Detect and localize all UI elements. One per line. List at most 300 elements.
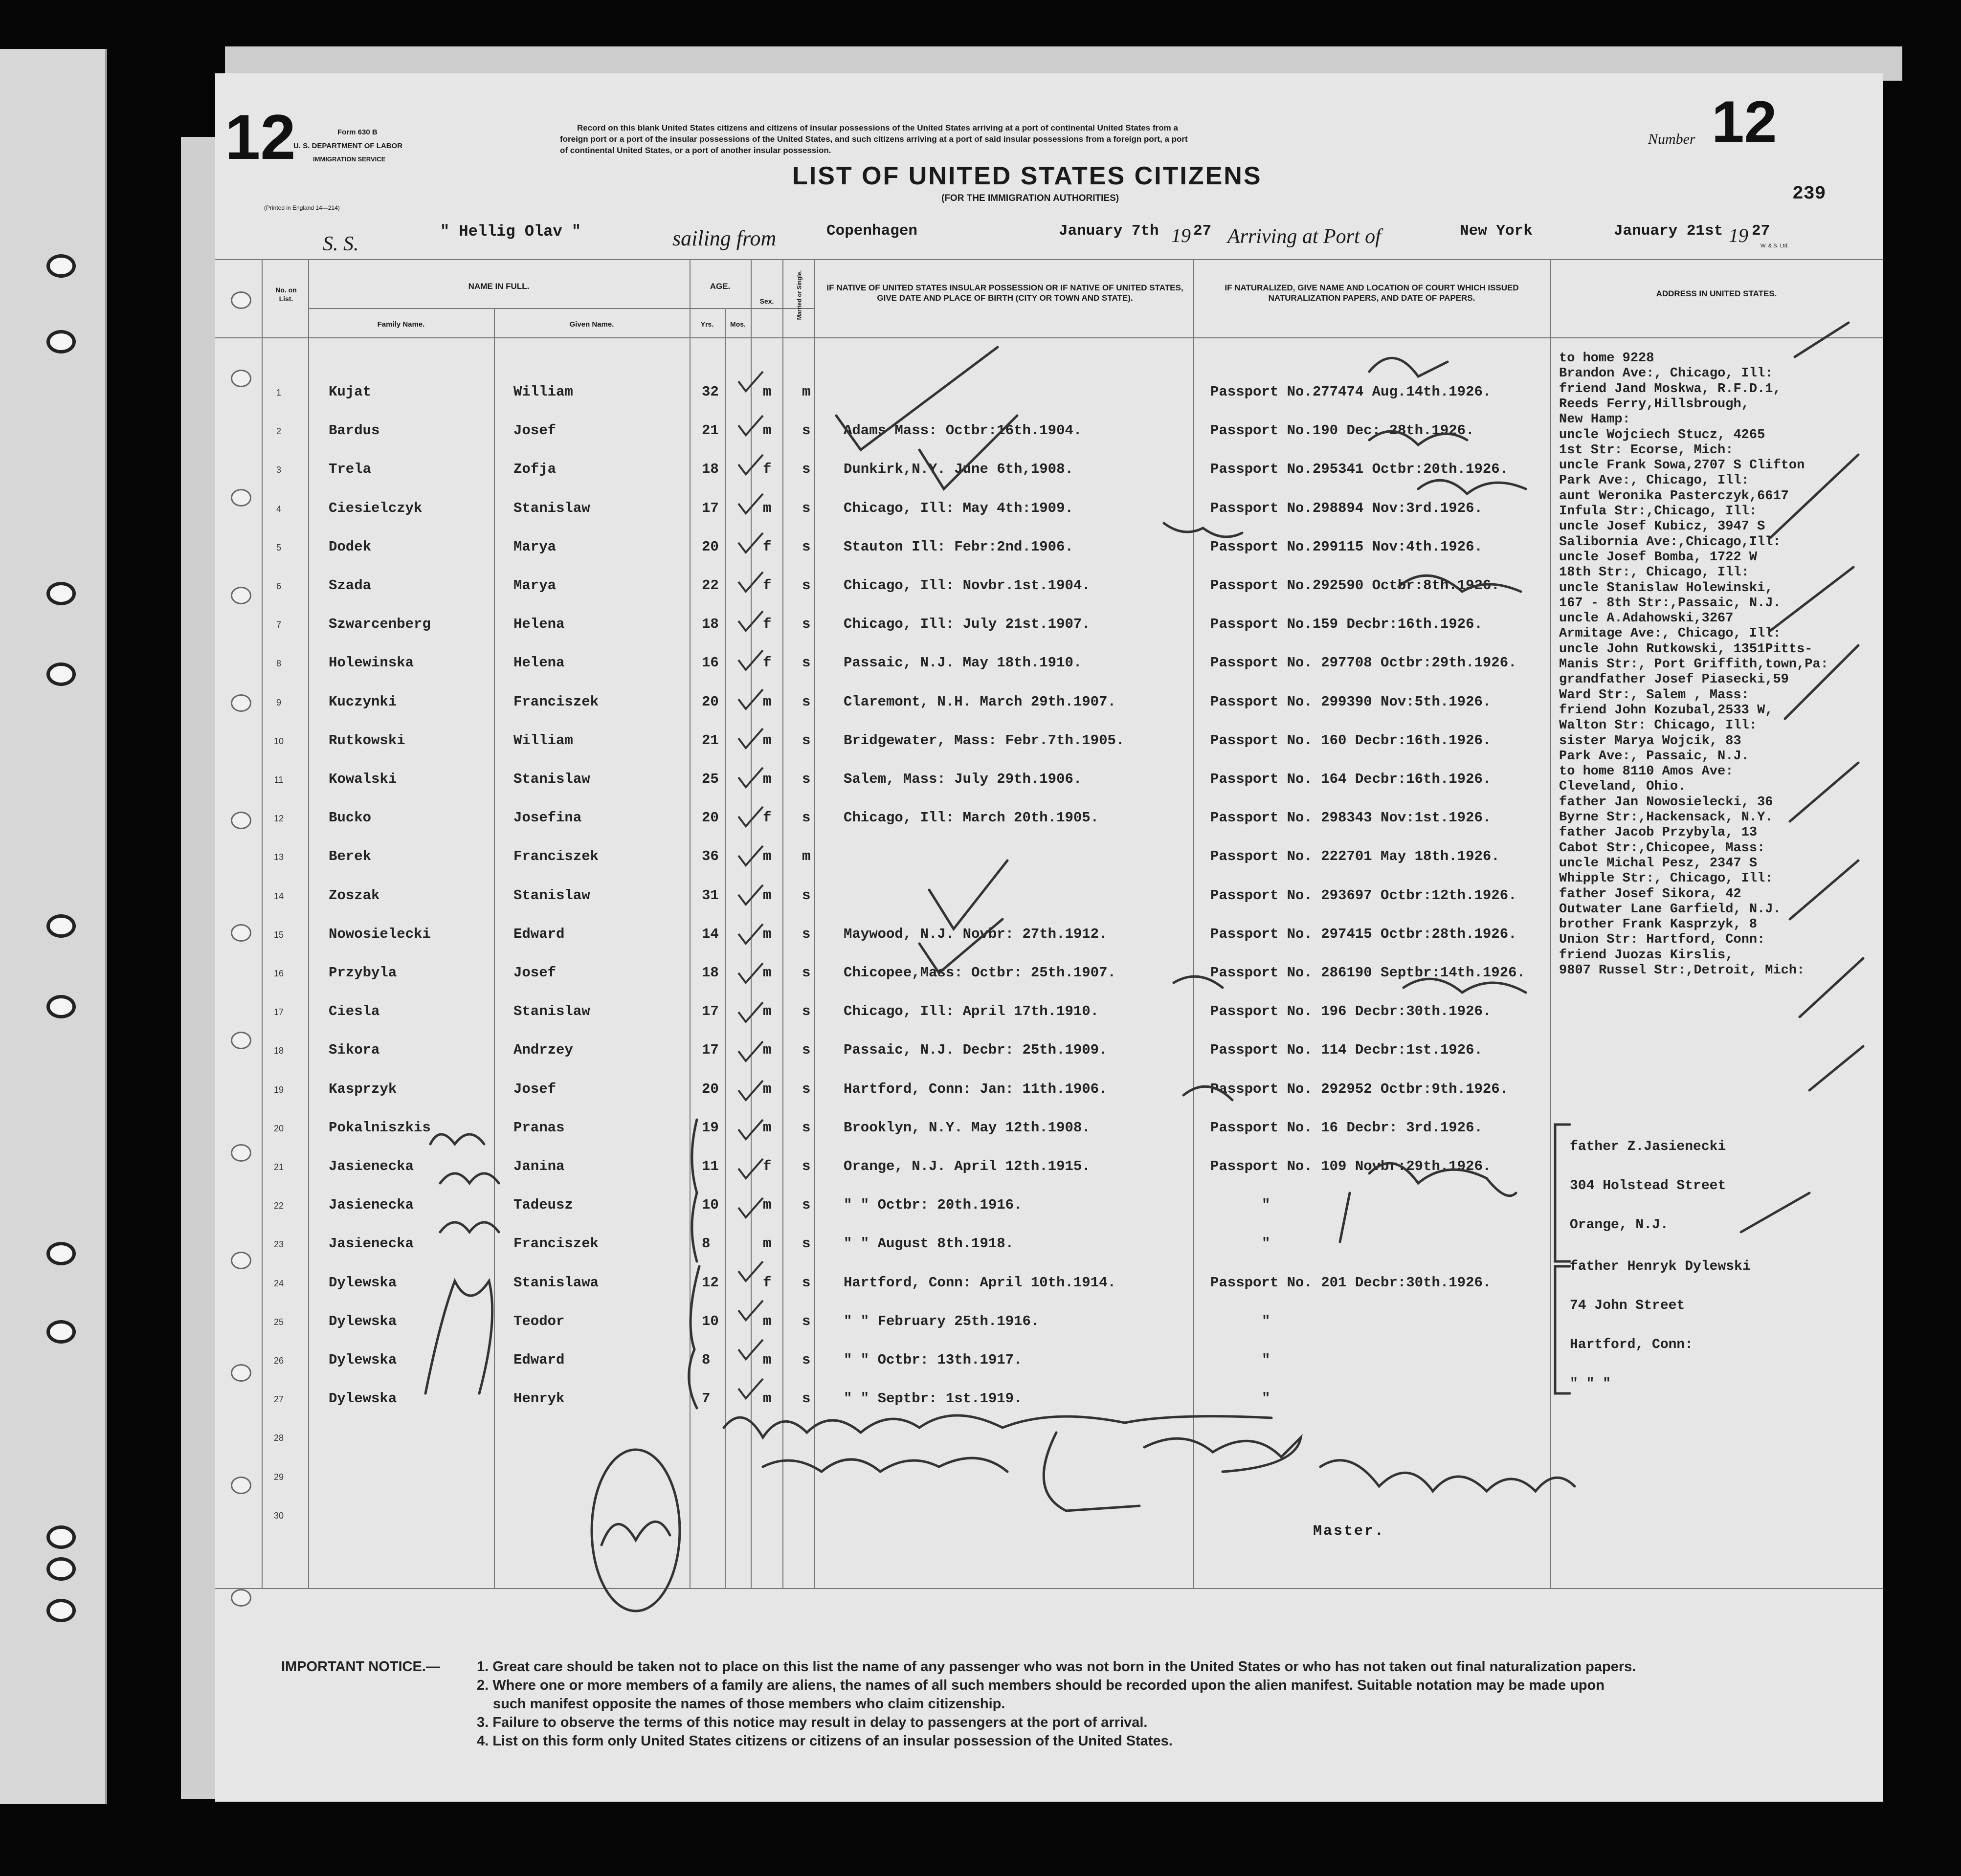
family-name: Ciesielczyk xyxy=(329,500,423,516)
address-line: Union Str: Hartford, Conn: xyxy=(1559,932,1765,948)
marital-status: s xyxy=(802,577,811,594)
family-name: Sikora xyxy=(329,1042,380,1059)
birth-place-date: Orange, N.J. April 12th.1915. xyxy=(844,1158,1091,1174)
family-name: Jasienecka xyxy=(329,1197,414,1214)
form-number: Form 630 B xyxy=(337,128,378,136)
passport-info: " xyxy=(1262,1313,1270,1329)
check-mark xyxy=(919,416,1017,489)
margin-note xyxy=(440,1222,499,1232)
age-years: 8 xyxy=(702,1236,711,1252)
family-name: Nowosielecki xyxy=(329,926,431,942)
notice-item-4: 4. List on this form only United States citizens or citizens of an insular possession of the United States. xyxy=(477,1733,1173,1749)
row-number: 30 xyxy=(273,1510,284,1521)
birth-place-date: " " Octbr: 13th.1917. xyxy=(844,1352,1023,1368)
marital-status: s xyxy=(802,655,811,671)
address-line: Infula Str:,Chicago, Ill: xyxy=(1559,504,1758,519)
tick xyxy=(738,572,763,592)
address-line: Whipple Str:, Chicago, Ill: xyxy=(1559,871,1773,886)
address-line: 9807 Russel Str:,Detroit, Mich: xyxy=(1559,963,1805,978)
passport-info: Passport No.299115 Nov:4th.1926. xyxy=(1210,538,1483,555)
notice-item-3: 3. Failure to observe the terms of this notice may result in delay to passengers at the port of arrival. xyxy=(477,1715,1148,1730)
annotation xyxy=(1418,480,1526,494)
departure-date: January 7th xyxy=(1059,222,1159,240)
age-years: 17 xyxy=(702,1003,719,1020)
age-years: 18 xyxy=(702,616,719,633)
row-number: 3 xyxy=(276,465,281,475)
tick xyxy=(738,416,763,435)
given-name: Tadeusz xyxy=(513,1197,573,1214)
address-line: uncle A.Adahowski,3267 xyxy=(1559,611,1734,626)
sex: m xyxy=(763,1042,772,1059)
tick xyxy=(738,1379,763,1398)
address-line: aunt Weronika Pasterczyk,6617 xyxy=(1559,488,1789,504)
sex: m xyxy=(763,771,772,787)
arrival-port: New York xyxy=(1460,222,1533,240)
age-years: 25 xyxy=(702,771,719,787)
passport-info: Passport No. 299390 Nov:5th.1926. xyxy=(1210,693,1492,710)
tick xyxy=(738,533,763,552)
passport-info: " xyxy=(1262,1352,1270,1368)
birth-place-date: " " August 8th.1918. xyxy=(844,1236,1014,1252)
row-number: 15 xyxy=(273,929,284,940)
address-line: Park Ave:, Passaic, N.J. xyxy=(1559,749,1749,764)
given-name: Stanislaw xyxy=(513,771,590,787)
tick xyxy=(738,372,763,391)
age-years: 31 xyxy=(702,887,719,904)
address-line: father Josef Sikora, 42 xyxy=(1559,886,1741,902)
col-age-years: Yrs. xyxy=(700,320,714,328)
passport-info: Passport No. 196 Decbr:30th.1926. xyxy=(1210,1003,1492,1020)
family-name: Zoszak xyxy=(329,887,380,904)
check-mark xyxy=(1800,958,1863,1017)
row-number: 29 xyxy=(273,1472,284,1482)
sex: m xyxy=(763,1081,772,1097)
tick xyxy=(738,650,763,670)
page-punch-mark xyxy=(231,1477,251,1494)
address-line: Byrne Str:,Hackensack, N.Y. xyxy=(1559,810,1773,825)
given-name: Teodor xyxy=(513,1313,565,1329)
tick xyxy=(738,1159,763,1178)
address-line: sister Marya Wojcik, 83 xyxy=(1559,733,1741,749)
birth-place-date: Adams Mass: Octbr:16th.1904. xyxy=(844,422,1082,439)
passport-info: Passport No. 109 Novbr:29th.1926. xyxy=(1210,1158,1492,1174)
passport-info: Passport No. 201 Decbr:30th.1926. xyxy=(1210,1274,1492,1291)
given-name: Edward xyxy=(513,926,565,942)
margin-note xyxy=(430,1134,484,1144)
row-number: 24 xyxy=(273,1278,284,1288)
age-years: 11 xyxy=(702,1158,719,1174)
notice-item-1: 1. Great care should be taken not to place on this list the name of any passenger who was not born in the United States or who has not taken out final naturalization papers. xyxy=(477,1659,1636,1675)
row-number: 21 xyxy=(273,1162,284,1172)
handwritten-note xyxy=(724,1415,1271,1437)
marital-status: s xyxy=(802,965,811,981)
sex: f xyxy=(763,1274,772,1291)
given-name: Henryk xyxy=(513,1390,565,1407)
check-mark xyxy=(1809,1046,1863,1090)
age-years: 17 xyxy=(702,1042,719,1059)
marital-status: s xyxy=(802,1313,811,1329)
row-number: 17 xyxy=(273,1007,284,1017)
birth-place-date: " " Octbr: 20th.1916. xyxy=(844,1197,1023,1214)
col-age-months: Mos. xyxy=(730,320,746,328)
address-line: father Jan Nowosielecki, 36 xyxy=(1559,795,1773,810)
given-name: Josef xyxy=(513,965,557,981)
row-number: 16 xyxy=(273,969,284,978)
birth-place-date: Maywood, N.J. Novbr: 27th.1912. xyxy=(844,926,1108,942)
sex: m xyxy=(763,422,772,439)
marital-status: s xyxy=(802,693,811,710)
notice-item-2b: such manifest opposite the names of those members who claim citizenship. xyxy=(493,1696,1005,1712)
family-name: Dylewska xyxy=(329,1274,397,1291)
marital-status: s xyxy=(802,1119,811,1136)
record-instruction-2: foreign port or a port of the insular possessions of the United States, and such citizens arriving at a port of said insular possessions from a foreign port, a port xyxy=(560,134,1188,144)
birth-place-date: Chicago, Ill: March 20th.1905. xyxy=(844,810,1099,826)
birth-place-date: Bridgewater, Mass: Febr.7th.1905. xyxy=(844,732,1125,749)
family-name: Jasienecka xyxy=(329,1158,414,1174)
address-line: friend Jand Moskwa, R.F.D.1, xyxy=(1559,381,1781,397)
sailing-label: sailing from xyxy=(672,226,777,250)
marital-status: s xyxy=(802,1352,811,1368)
marital-status: s xyxy=(802,1042,811,1059)
record-instruction-3: of continental United States, or a port of another insular possession. xyxy=(560,146,831,155)
departure-year-suffix: 27 xyxy=(1193,222,1212,240)
sex: m xyxy=(763,1313,772,1329)
address-line: grandfather Josef Piasecki,59 xyxy=(1559,672,1789,687)
department-name: U. S. DEPARTMENT OF LABOR xyxy=(293,142,403,150)
printer-mark: W. & S. Ltd. xyxy=(1760,243,1789,249)
passport-info: " xyxy=(1262,1390,1270,1407)
page-punch-mark xyxy=(231,924,251,942)
sex: m xyxy=(763,1236,772,1252)
col-birth: IF NATIVE OF UNITED STATES INSULAR POSSESSION OR IF NATIVE OF UNITED STATES, GIVE DATE AND PLACE OF BIRTH (CITY OR TOWN AND STATE). xyxy=(826,283,1183,303)
passport-info: Passport No.159 Decbr:16th.1926. xyxy=(1210,616,1483,633)
brace xyxy=(689,1266,699,1408)
age-years: 20 xyxy=(702,1081,719,1097)
page-punch-mark xyxy=(231,370,251,387)
address-line: Salibornia Ave:,Chicago,Ill: xyxy=(1559,534,1781,550)
passport-info: Passport No. 160 Decbr:16th.1926. xyxy=(1210,732,1492,749)
tick xyxy=(738,1261,763,1281)
given-name: Helena xyxy=(513,616,565,633)
tick xyxy=(738,1081,763,1100)
check-mark xyxy=(1795,323,1849,357)
handwritten-note xyxy=(1144,1437,1301,1472)
record-instruction-1: Record on this blank United States citizens and citizens of insular possessions of the United States arriving at a port of continental United States from a xyxy=(577,123,1178,132)
marital-status: m xyxy=(802,848,811,865)
annotation xyxy=(1174,976,1223,988)
family-name: Pokalniszkis xyxy=(329,1119,431,1136)
birth-place-date: Stauton Ill: Febr:2nd.1906. xyxy=(844,538,1073,555)
tick xyxy=(738,1041,763,1061)
passport-info: Passport No. 297708 Octbr:29th.1926. xyxy=(1210,655,1517,671)
row-number: 26 xyxy=(273,1356,284,1366)
row-number: 25 xyxy=(273,1317,284,1327)
passport-info: Passport No.298894 Nov:3rd.1926. xyxy=(1210,500,1483,516)
given-name: William xyxy=(513,384,573,400)
address-line: Ward Str:, Salem , Mass: xyxy=(1559,687,1749,703)
tick xyxy=(738,807,763,826)
row-number: 27 xyxy=(273,1394,284,1405)
family-name: Kuczynki xyxy=(329,693,397,710)
given-name: Franciszek xyxy=(513,1236,599,1252)
page-punch-mark xyxy=(231,1144,251,1162)
marital-status: s xyxy=(802,1236,811,1252)
address-line: Cabot Str:,Chicopee, Mass: xyxy=(1559,840,1765,856)
col-given-name: Given Name. xyxy=(569,320,614,329)
birth-place-date: Chicago, Ill: Novbr.1st.1904. xyxy=(844,577,1091,594)
family-name: Dodek xyxy=(329,538,372,555)
page-punch-mark xyxy=(231,694,251,712)
passport-info: Passport No. 298343 Nov:1st.1926. xyxy=(1210,810,1492,826)
row-number: 11 xyxy=(274,775,284,785)
family-address-line: Hartford, Conn: xyxy=(1570,1337,1694,1352)
family-name: Rutkowski xyxy=(329,732,405,749)
margin-note xyxy=(425,1281,492,1393)
age-years: 21 xyxy=(702,422,719,439)
given-name: Stanislaw xyxy=(513,887,590,904)
sex: m xyxy=(763,887,772,904)
address-line: uncle Stanislaw Holewinski, xyxy=(1559,580,1773,596)
birth-place-date: Hartford, Conn: Jan: 11th.1906. xyxy=(844,1081,1108,1097)
marital-status: s xyxy=(802,1197,811,1214)
row-number: 23 xyxy=(273,1239,284,1250)
given-name: Andrzey xyxy=(513,1042,573,1059)
col-age: AGE. xyxy=(710,282,731,291)
given-name: Josef xyxy=(513,1081,557,1097)
tick xyxy=(738,1340,763,1359)
given-name: Franciszek xyxy=(513,693,599,710)
margin-note xyxy=(440,1173,499,1183)
check-mark xyxy=(929,861,1007,929)
printed-note: (Printed in England 14—214) xyxy=(264,204,340,211)
page-punch-mark xyxy=(231,1252,251,1269)
notice-title: IMPORTANT NOTICE.— xyxy=(281,1659,440,1675)
ss-label: S. S. xyxy=(323,233,359,255)
family-name: Szwarcenberg xyxy=(329,616,431,633)
sex: m xyxy=(763,965,772,981)
passport-info: Passport No. 286190 Septbr:14th.1926. xyxy=(1210,965,1525,981)
address-line: uncle Josef Kubicz, 3947 S xyxy=(1559,519,1765,534)
address-line: Walton Str: Chicago, Ill: xyxy=(1559,718,1758,733)
address-line: Reeds Ferry,Hillsbrough, xyxy=(1559,397,1749,412)
handwritten-note xyxy=(602,1522,670,1545)
passport-info: Passport No. 16 Decbr: 3rd.1926. xyxy=(1210,1119,1483,1136)
row-number: 2 xyxy=(276,426,281,437)
age-years: 18 xyxy=(702,461,719,478)
birth-place-date: Passaic, N.J. May 18th.1910. xyxy=(844,655,1082,671)
age-years: 22 xyxy=(702,577,719,594)
row-number: 19 xyxy=(273,1084,284,1095)
handwritten-note xyxy=(1044,1433,1139,1511)
age-years: 12 xyxy=(702,1274,719,1291)
row-number: 13 xyxy=(273,852,284,862)
age-years: 17 xyxy=(702,500,719,516)
sex: m xyxy=(763,1352,772,1368)
age-years: 21 xyxy=(702,732,719,749)
address-line: Brandon Ave:, Chicago, Ill: xyxy=(1559,366,1773,381)
marital-status: s xyxy=(802,810,811,826)
age-years: 18 xyxy=(702,965,719,981)
passport-info: Passport No. 297415 Octbr:28th.1926. xyxy=(1210,926,1517,942)
sex: m xyxy=(763,1390,772,1407)
row-number: 5 xyxy=(276,542,281,552)
row-number: 28 xyxy=(273,1433,284,1443)
given-name: Josef xyxy=(513,422,557,439)
given-name: Edward xyxy=(513,1352,565,1368)
address-line: Cleveland, Ohio. xyxy=(1559,779,1686,795)
check-mark xyxy=(1790,861,1858,919)
sex: m xyxy=(763,1119,772,1136)
row-number: 1 xyxy=(276,388,281,397)
given-name: Marya xyxy=(513,577,557,594)
birth-place-date: Chicago, Ill: July 21st.1907. xyxy=(844,616,1091,633)
sex: m xyxy=(763,848,772,865)
page-title: LIST OF UNITED STATES CITIZENS xyxy=(792,162,1262,190)
address-line: to home 9228 xyxy=(1559,351,1654,366)
page-punch-mark xyxy=(231,489,251,507)
annotation xyxy=(1369,358,1448,376)
given-name: Zofja xyxy=(513,461,557,478)
family-address-line: father Z.Jasienecki xyxy=(1570,1139,1726,1154)
page-punch-mark xyxy=(231,291,251,309)
passport-info: Passport No.292590 Octbr:8th.1926. xyxy=(1210,577,1500,594)
row-number: 7 xyxy=(276,620,281,630)
address-line: friend John Kozubal,2533 W, xyxy=(1559,703,1773,718)
number-value: 12 xyxy=(1712,89,1777,154)
tick xyxy=(738,1198,763,1217)
page-stamp: 239 xyxy=(1792,183,1826,204)
tick xyxy=(738,885,763,905)
annotation xyxy=(1399,575,1521,592)
passport-info: " xyxy=(1262,1197,1270,1214)
service-name: IMMIGRATION SERVICE xyxy=(313,155,386,163)
check-mark xyxy=(1741,1193,1809,1232)
marital-status: s xyxy=(802,500,811,516)
family-name: Trela xyxy=(329,461,372,478)
given-name: Pranas xyxy=(513,1119,565,1136)
check-mark xyxy=(836,347,998,450)
address-line: to home 8110 Amos Ave: xyxy=(1559,764,1734,779)
tick xyxy=(738,924,763,944)
sex: f xyxy=(763,461,772,478)
sex: f xyxy=(763,810,772,826)
col-name-in-full: NAME IN FULL. xyxy=(468,282,530,291)
family-address-line: Orange, N.J. xyxy=(1570,1217,1669,1233)
passport-info: Passport No.295341 Octbr:20th.1926. xyxy=(1210,461,1509,478)
sex: m xyxy=(763,732,772,749)
check-mark xyxy=(1770,567,1853,631)
family-name: Ciesla xyxy=(329,1003,380,1020)
tick xyxy=(738,1120,763,1139)
sex: f xyxy=(763,538,772,555)
col-naturalized: IF NATURALIZED, GIVE NAME AND LOCATION OF COURT WHICH ISSUED NATURALIZATION PAPERS, AND DATE OF PAPERS. xyxy=(1225,283,1519,303)
family-name: Berek xyxy=(329,848,372,865)
given-name: Helena xyxy=(513,655,565,671)
sex: m xyxy=(763,1003,772,1020)
master-label: Master. xyxy=(1313,1523,1385,1540)
sex: f xyxy=(763,655,772,671)
arrival-date: January 21st xyxy=(1614,222,1723,240)
family-name: Dylewska xyxy=(329,1390,397,1407)
address-line: 167 - 8th Str:,Passaic, N.J. xyxy=(1559,596,1781,611)
page-punch-mark xyxy=(231,587,251,604)
check-mark xyxy=(1785,645,1858,719)
address-line: uncle Michal Pesz, 2347 S xyxy=(1559,856,1758,871)
age-years: 14 xyxy=(702,926,719,942)
page-subtitle: (FOR THE IMMIGRATION AUTHORITIES) xyxy=(941,193,1119,203)
birth-place-date: Chicago, Ill: April 17th.1910. xyxy=(844,1003,1099,1020)
birth-place-date: Salem, Mass: July 29th.1906. xyxy=(844,771,1082,787)
annotation xyxy=(1369,1163,1516,1196)
row-number: 10 xyxy=(273,736,284,746)
family-name: Dylewska xyxy=(329,1313,397,1329)
col-sex: Sex. xyxy=(759,297,774,305)
age-years: 20 xyxy=(702,538,719,555)
address-line: brother Frank Kasprzyk, 8 xyxy=(1559,917,1758,932)
marital-status: s xyxy=(802,1003,811,1020)
arrival-year-suffix: 27 xyxy=(1752,222,1770,240)
tick xyxy=(738,455,763,474)
tick xyxy=(738,1301,763,1320)
annotation xyxy=(1369,431,1467,445)
family-name: Szada xyxy=(329,577,372,594)
sex: f xyxy=(763,616,772,633)
marital-status: s xyxy=(802,538,811,555)
ship-name: " Hellig Olav " xyxy=(440,222,581,241)
col-no-on-list: No. on List. xyxy=(275,286,297,303)
age-years: 7 xyxy=(702,1390,711,1407)
annotation xyxy=(1340,1193,1350,1242)
marital-status: s xyxy=(802,1081,811,1097)
address-line: Park Ave:, Chicago, Ill: xyxy=(1559,473,1749,488)
address-line: New Hamp: xyxy=(1559,412,1630,427)
passport-info: Passport No. 164 Decbr:16th.1926. xyxy=(1210,771,1492,787)
page-punch-mark xyxy=(231,812,251,829)
row-number: 6 xyxy=(276,581,281,591)
age-years: 10 xyxy=(702,1313,719,1329)
family-name: Bardus xyxy=(329,422,380,439)
family-name: Kowalski xyxy=(329,771,397,787)
master-signature xyxy=(1320,1460,1575,1491)
family-name: Dylewska xyxy=(329,1352,397,1368)
arriving-label: Arriving at Port of xyxy=(1227,225,1381,248)
notice-item-2a: 2. Where one or more members of a family are aliens, the names of all such members should be recorded upon the alien manifest. Suitable notation may be made upon xyxy=(477,1677,1605,1693)
check-mark xyxy=(919,919,1003,973)
handwritten-note xyxy=(763,1458,1007,1472)
row-number: 18 xyxy=(273,1046,284,1056)
age-years: 16 xyxy=(702,655,719,671)
address-line: Armitage Ave:, Chicago, Ill: xyxy=(1559,626,1781,641)
row-number: 14 xyxy=(273,891,284,901)
sheet-number-left: 12 xyxy=(225,101,296,173)
family-name: Kasprzyk xyxy=(329,1081,397,1097)
annotation xyxy=(1404,979,1526,993)
family-name: Przybyla xyxy=(329,965,397,981)
page-punch-mark xyxy=(231,1364,251,1382)
marital-status: s xyxy=(802,771,811,787)
address-line: father Jacob Przybyla, 13 xyxy=(1559,825,1758,840)
passport-info: Passport No. 222701 May 18th.1926. xyxy=(1210,848,1500,865)
family-name: Holewinska xyxy=(329,655,414,671)
family-address-line: " " " xyxy=(1570,1376,1611,1391)
tick xyxy=(738,689,763,709)
row-number: 12 xyxy=(273,814,284,824)
marital-status: s xyxy=(802,461,811,478)
marital-status: s xyxy=(802,422,811,439)
birth-place-date: Passaic, N.J. Decbr: 25th.1909. xyxy=(844,1042,1108,1059)
birth-place-date: " " February 25th.1916. xyxy=(844,1313,1040,1329)
given-name: William xyxy=(513,732,573,749)
